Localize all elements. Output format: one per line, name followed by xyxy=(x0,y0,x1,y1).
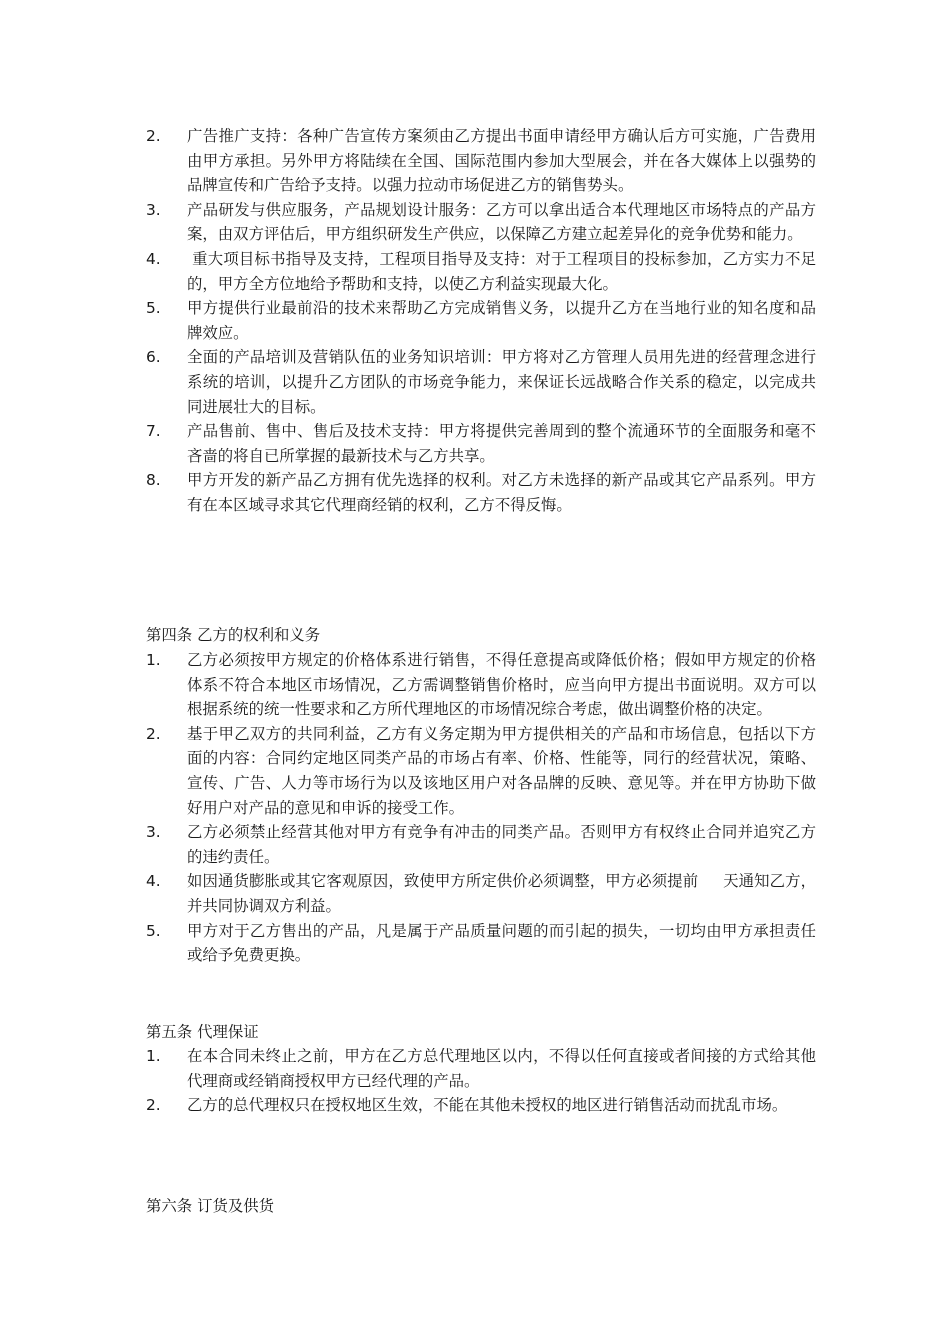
item-text: 乙方必须禁止经营其他对甲方有竞争有冲击的同类产品。否则甲方有权终止合同并追究乙方的违约责任。 xyxy=(187,823,816,866)
item-number: 3. xyxy=(146,200,161,219)
item-text: 全面的产品培训及营销队伍的业务知识培训：甲方将对乙方管理人员用先进的经营理念进行系统的培训，以提升乙方团队的市场竞争能力，来保证长远战略合作关系的稳定，以完成共同进展壮大的目标。 xyxy=(187,348,816,416)
section-heading: 第五条 代理保证 xyxy=(146,1023,259,1041)
item-text: 甲方开发的新产品乙方拥有优先选择的权利。对乙方未选择的新产品或其它产品系列。甲方有在本区域寻求其它代理商经销的权利，乙方不得反悔。 xyxy=(187,471,816,514)
item-text: 甲方对于乙方售出的产品，凡是属于产品质量问题的而引起的损失，一切均由甲方承担责任或给予免费更换。 xyxy=(187,921,816,965)
list-item xyxy=(146,1093,816,1118)
section-heading: 第六条 订货及供货 xyxy=(146,1197,275,1215)
item-number: 4. xyxy=(146,249,161,268)
item-text: 乙方的总代理权只在授权地区生效，不能在其他未授权的地区进行销售活动而扰乱市场。 xyxy=(187,1096,788,1115)
item-number: 2. xyxy=(146,1096,161,1115)
section-3-list xyxy=(146,124,816,518)
list-item xyxy=(146,869,816,918)
item-text: 乙方必须按甲方规定的价格体系进行销售，不得任意提高或降低价格；假如甲方规定的价格体系不符合本地区市场情况，乙方需调整销售价格时，应当向甲方提出书面说明。双方可以根据系统的统一性要求和乙方所代理地区的市场情况综合考虑，做出调整价格的决定。 xyxy=(187,651,816,719)
item-number: 1. xyxy=(146,651,161,669)
item-number: 2. xyxy=(146,724,161,743)
item-text: 甲方提供行业最前沿的技术来帮助乙方完成销售义务，以提升乙方在当地行业的知名度和品牌效应。 xyxy=(187,299,816,342)
item-text: 广告推广支持：各种广告宣传方案须由乙方提出书面申请经甲方确认后方可实施，广告费用由甲方承担。另外甲方将陆续在全国、国际范围内参加大型展会，并在各大媒体上以强势的品牌宣传和广告给予支持。以强力拉动市场促进乙方的销售势头。 xyxy=(187,127,816,195)
item-number: 8. xyxy=(146,471,161,490)
list-item xyxy=(146,919,816,968)
list-item xyxy=(146,247,816,296)
list-item xyxy=(146,820,816,869)
list-item xyxy=(146,1044,816,1093)
item-text: 基于甲乙双方的共同利益，乙方有义务定期为甲方提供相关的产品和市场信息，包括以下方面的内容：合同约定地区同类产品的市场占有率、价格、性能等，同行的经营状况，策略、宣传、广告、人力等市场行为以及该地区用户对各品牌的反映、意见等。并在甲方协助下做好用户对产品的意见和申诉的接受工作。 xyxy=(187,724,816,817)
list-item xyxy=(146,345,816,419)
item-number: 3. xyxy=(146,823,161,842)
item-number: 1. xyxy=(146,1047,161,1065)
item-number: 7. xyxy=(146,422,161,441)
item-number: 4. xyxy=(146,872,161,891)
item-number: 6. xyxy=(146,348,161,367)
section-heading: 第四条 乙方的权利和义务 xyxy=(146,626,321,644)
item-text: 重大项目标书指导及支持，工程项目指导及支持：对于工程项目的投标参加，乙方实力不足的，甲方全方位地给予帮助和支持，以使乙方利益实现最大化。 xyxy=(187,249,816,293)
list-item xyxy=(146,648,816,722)
item-number: 2. xyxy=(146,127,161,145)
section-4-list xyxy=(146,648,816,968)
item-text: 如因通货膨胀或其它客观原因，致使甲方所定供价必须调整，甲方必须提前 天通知乙方，并共同协调双方利益。 xyxy=(187,872,816,915)
list-item xyxy=(146,296,816,345)
item-number: 5. xyxy=(146,299,161,318)
item-text: 产品售前、售中、售后及技术支持：甲方将提供完善周到的整个流通环节的全面服务和毫不吝啬的将自已所掌握的最新技术与乙方共享。 xyxy=(187,422,816,465)
item-number: 5. xyxy=(146,921,161,940)
list-item xyxy=(146,198,816,247)
item-text: 在本合同未终止之前，甲方在乙方总代理地区以内，不得以任何直接或者间接的方式给其他代理商或经销商授权甲方已经代理的产品。 xyxy=(187,1047,816,1090)
item-text: 产品研发与供应服务，产品规划设计服务：乙方可以拿出适合本代理地区市场特点的产品方案，由双方评估后，甲方组织研发生产供应，以保障乙方建立起差异化的竞争优势和能力。 xyxy=(187,200,816,244)
list-item xyxy=(146,419,816,468)
list-item xyxy=(146,468,816,517)
list-item xyxy=(146,124,816,198)
list-item xyxy=(146,722,816,820)
section-5-list xyxy=(146,1044,816,1118)
